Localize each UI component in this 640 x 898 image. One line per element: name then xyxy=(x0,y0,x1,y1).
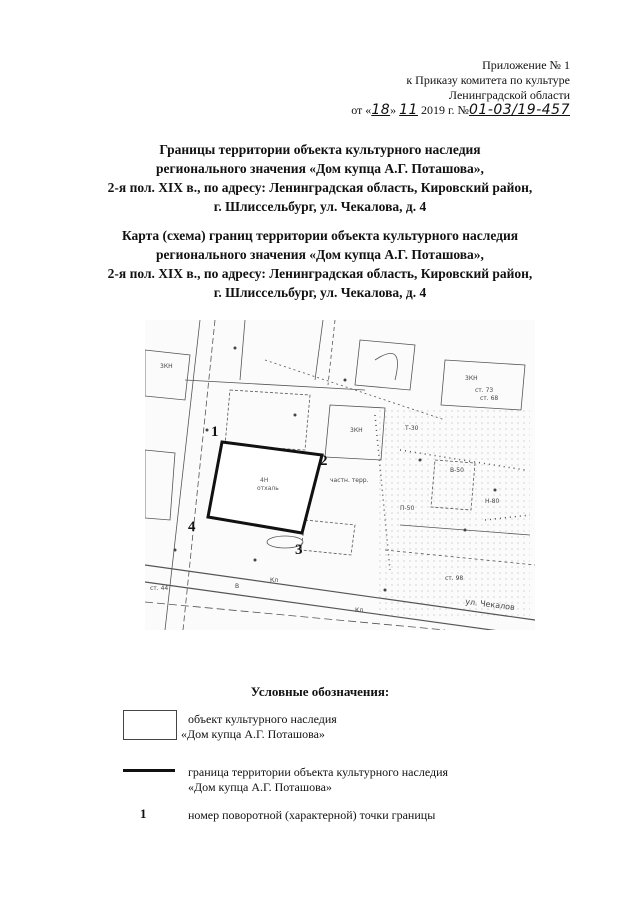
map-st-label: ст. 98 xyxy=(445,575,464,582)
date-month: 11 xyxy=(399,102,418,118)
map-kn-label: 3КН xyxy=(350,427,363,434)
date-year: 2019 г. № xyxy=(420,103,469,117)
map-misc-label: Кл xyxy=(270,577,279,584)
legend-boundary-symbol xyxy=(123,769,175,772)
appendix-date-line xyxy=(350,103,570,118)
date-mid: » xyxy=(390,103,397,117)
point-3: 3 xyxy=(295,542,303,558)
point-2: 2 xyxy=(320,453,328,469)
map-building-sub: отхаль xyxy=(257,485,279,492)
map-misc-label: В xyxy=(235,583,240,590)
title-map-scheme xyxy=(40,226,600,302)
map-misc-label: Кл xyxy=(355,607,364,614)
title1-line: 2-я пол. XIX в., по адресу: Ленинградская область, Кировский район, xyxy=(107,180,533,195)
legend-point-symbol: 1 xyxy=(140,806,147,821)
legend-object-text xyxy=(181,712,337,742)
legend-boundary-text xyxy=(188,765,448,795)
date-prefix: от « xyxy=(351,103,372,117)
title-boundaries xyxy=(40,140,600,216)
map-misc-label: Т-30 xyxy=(405,425,419,432)
boundary-map xyxy=(145,320,535,630)
map-misc-label: В-50 xyxy=(450,467,464,474)
point-4: 4 xyxy=(188,519,196,535)
order-number: 01-03/19-457 xyxy=(469,102,570,118)
appendix-block xyxy=(350,58,570,118)
map-kn-label: 3КН xyxy=(160,363,173,370)
legend-heading: Условные обозначения: xyxy=(250,684,390,699)
legend-point-text: номер поворотной (характерной) точки границы xyxy=(188,808,436,822)
map-st-label: ст. 68 xyxy=(480,395,499,402)
title2-line: регионального значения «Дом купца А.Г. Поташова», xyxy=(156,247,484,262)
map-st-label: ст. 73 xyxy=(475,387,494,394)
legend-object-line-2: «Дом купца А.Г. Поташова» xyxy=(181,727,325,741)
title1-line: г. Шлиссельбург, ул. Чекалова, д. 4 xyxy=(213,199,427,214)
legend-boundary-line-2: «Дом купца А.Г. Поташова» xyxy=(188,780,332,794)
point-1: 1 xyxy=(211,424,219,440)
map-building-label: 4Н xyxy=(260,477,269,484)
legend-object-line-1: объект культурного наследия xyxy=(188,712,337,726)
title1-line: регионального значения «Дом купца А.Г. Поташова», xyxy=(156,161,484,176)
legend-object-symbol xyxy=(123,710,177,740)
title2-line: 2-я пол. XIX в., по адресу: Ленинградская область, Кировский район, xyxy=(107,266,533,281)
appendix-line-3: Ленинградской области xyxy=(448,88,570,102)
map-street-label: ул. Чекалов xyxy=(464,597,516,613)
map-st-label: ст. 44 xyxy=(150,585,169,592)
title2-line: Карта (схема) границ территории объекта культурного наследия xyxy=(121,228,519,243)
map-misc-label: П-50 xyxy=(400,505,415,512)
title1-line: Границы территории объекта культурного наследия xyxy=(159,142,481,157)
appendix-line-1: Приложение № 1 xyxy=(482,58,570,72)
title2-line: г. Шлиссельбург, ул. Чекалова, д. 4 xyxy=(213,285,427,300)
map-private-label: частн. терр. xyxy=(330,477,369,484)
map-kn-label: 3КН xyxy=(465,375,478,382)
appendix-line-2: к Приказу комитета по культуре xyxy=(406,73,570,87)
legend-boundary-line-1: граница территории объекта культурного наследия xyxy=(188,765,449,779)
map-misc-label: Н-80 xyxy=(485,498,500,505)
date-day: 18 xyxy=(371,102,391,118)
